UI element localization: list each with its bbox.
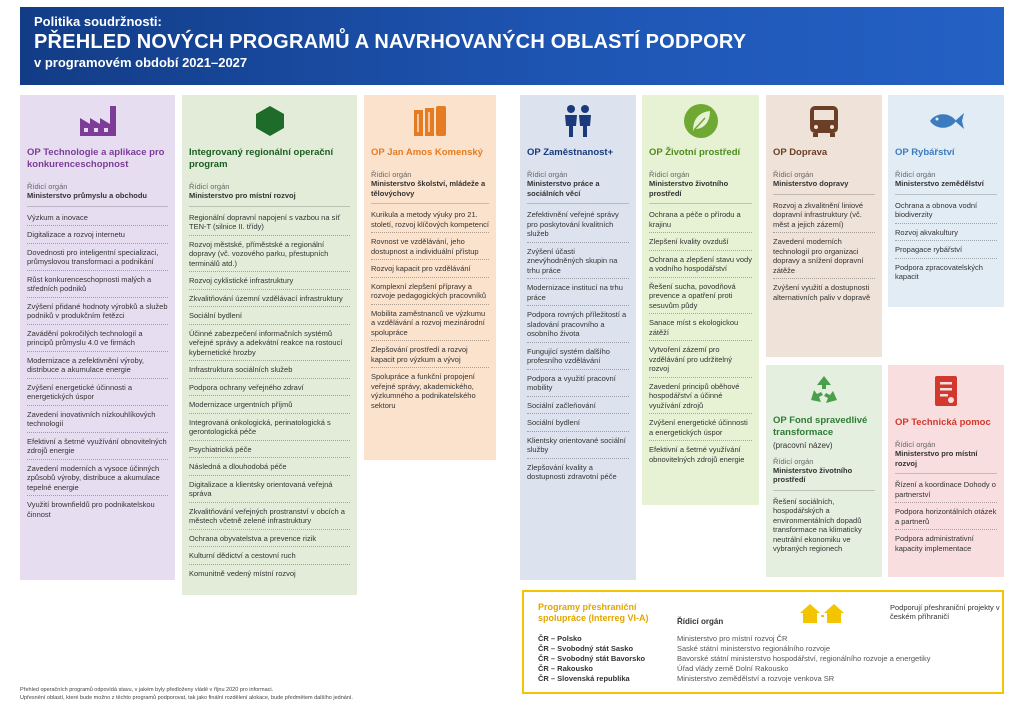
item-divider bbox=[27, 270, 168, 271]
item-divider bbox=[895, 258, 997, 259]
support-item: Podpora a využití pracovní mobility bbox=[527, 373, 616, 392]
people-icon bbox=[520, 101, 636, 141]
support-item: Ochrana obyvatelstva a prevence rizik bbox=[189, 533, 317, 543]
support-item: Zavedení principů oběhové hospodářství a účinné využívání zdrojů bbox=[649, 381, 740, 410]
item-divider bbox=[189, 546, 350, 547]
item-divider bbox=[527, 396, 629, 397]
item-divider bbox=[189, 271, 350, 272]
program-card-doprava bbox=[766, 95, 882, 357]
item-divider bbox=[649, 250, 752, 251]
support-item: Zavedení moderních technologií pro organizaci dopravy a snížení dopravní zátěže bbox=[773, 237, 864, 275]
interreg-box bbox=[522, 590, 1004, 694]
header-subtitle: Politika soudržnosti: bbox=[34, 14, 162, 29]
support-item: Ochrana a péče o přírodu a krajinu bbox=[649, 210, 741, 229]
country: ČR – Slovenská republika bbox=[538, 674, 630, 683]
support-item: Rozvoj akvakultury bbox=[895, 227, 958, 237]
ridici-label: Řídicí orgán bbox=[895, 170, 936, 179]
item-divider bbox=[527, 369, 629, 370]
program-title: Integrovaný regionální operační program bbox=[189, 147, 334, 170]
support-item: Podpora horizontálních otázek a partnerů bbox=[895, 507, 997, 526]
ridici-organ: Ministerstvo práce a sociálních věcí bbox=[527, 179, 600, 198]
support-item: Zavádění pokročilých technologií a principů průmyslu 4.0 ve firmách bbox=[27, 328, 143, 347]
support-item: Zvýšení přidané hodnoty výrobků a služeb podniků v produkčním řetězci bbox=[27, 301, 168, 320]
divider bbox=[773, 194, 875, 195]
item-divider bbox=[189, 378, 350, 379]
program-card-jak bbox=[364, 95, 496, 460]
support-item: Modernizace urgentních příjmů bbox=[189, 400, 293, 409]
support-item: Zavedení inovativních nízkouhlíkových technologií bbox=[27, 409, 156, 428]
support-list bbox=[520, 210, 636, 482]
support-item: Zvýšení účasti znevýhodněných skupin na trhu práce bbox=[527, 246, 618, 275]
support-item: Infrastruktura sociálních služeb bbox=[189, 365, 293, 374]
item-divider bbox=[189, 457, 350, 458]
program-card-irop bbox=[182, 95, 357, 595]
divider bbox=[773, 490, 875, 491]
bus-icon bbox=[766, 101, 882, 141]
books-icon bbox=[364, 101, 496, 141]
support-item: Komplexní zlepšení přípravy a rozvoje pedagogických pracovníků bbox=[371, 281, 487, 300]
item-divider bbox=[649, 377, 752, 378]
divider bbox=[895, 194, 997, 195]
support-list bbox=[182, 213, 357, 579]
footnote-line: Upřesnění oblastí, které bude možno z těchto programů podporovat, tak jako finální rozdělení alokace, bude předmětem dalšího jednání. bbox=[20, 695, 353, 701]
support-item: Následná a dlouhodobá péče bbox=[189, 462, 287, 471]
ministry: Bavorské státní ministerstvo hospodářství, regionálního rozvoje a energetiky bbox=[677, 654, 931, 663]
interreg-support-text: Podporují přeshraniční projekty v českém příhraničí bbox=[890, 603, 1000, 621]
item-divider bbox=[189, 360, 350, 361]
item-divider bbox=[895, 529, 997, 530]
ridici-label: Řídicí orgán bbox=[527, 170, 568, 179]
divider bbox=[527, 203, 629, 204]
support-item: Rozvoj a zkvalitnění liniové dopravní infrastruktury (vč. měst a jejich zázemí) bbox=[773, 200, 864, 229]
program-title: OP Jan Amos Komenský bbox=[371, 147, 483, 158]
divider bbox=[649, 203, 752, 204]
ministry: Ministerstvo pro místní rozvoj ČR bbox=[677, 634, 788, 643]
support-item: Kurikula a metody výuky pro 21. století, rozvoj klíčových kompetencí bbox=[371, 210, 489, 229]
item-divider bbox=[27, 243, 168, 244]
item-divider bbox=[371, 277, 489, 278]
item-divider bbox=[649, 232, 752, 233]
item-divider bbox=[27, 459, 168, 460]
item-divider bbox=[527, 458, 629, 459]
support-item: Spolupráce a funkční propojení veřejné správy, akademického, výzkumného a podnikatelského sektoru bbox=[371, 372, 476, 410]
country: ČR – Svobodný stát Sasko bbox=[538, 644, 634, 653]
support-list bbox=[642, 210, 759, 464]
item-divider bbox=[189, 289, 350, 290]
country: ČR – Rakousko bbox=[538, 664, 594, 673]
item-divider bbox=[649, 277, 752, 278]
item-divider bbox=[27, 225, 168, 226]
ridici-organ: Ministerstvo pro místní rozvoj bbox=[189, 191, 296, 200]
item-divider bbox=[527, 242, 629, 243]
program-card-zamestnanost bbox=[520, 95, 636, 580]
support-item: Účinné zabezpečení informačních systémů veřejné správy a adekvátní reakce na rostoucí kybernetické hrozby bbox=[189, 328, 343, 357]
interreg-organ-label: Řídicí orgán bbox=[677, 617, 724, 626]
ridici-organ: Ministerstvo školství, mládeže a tělovýchovy bbox=[371, 179, 486, 198]
footnote bbox=[20, 686, 490, 702]
support-item: Digitalizace a klientsky orientovaná veřejná správa bbox=[189, 479, 333, 498]
item-divider bbox=[189, 475, 350, 476]
country: ČR – Svobodný stát Bavorsko bbox=[538, 654, 646, 663]
support-item: Řešení sociálních, hospodářských a environmentálních dopadů transformace na klimaticky neutrální ekonomiku ve vybraných regionech bbox=[773, 496, 862, 553]
country: ČR – Polsko bbox=[538, 634, 582, 643]
support-item: Výzkum a inovace bbox=[27, 212, 88, 222]
support-item: Efektivní a šetrné využívání obnovitelných zdrojů energie bbox=[649, 445, 745, 464]
support-item: Regionální dopravní napojení s vazbou na síť TEN-T (silnice II. třídy) bbox=[189, 212, 341, 231]
interreg-row bbox=[538, 634, 930, 644]
recycle-icon bbox=[766, 371, 882, 411]
houses-icon bbox=[799, 602, 849, 624]
item-divider bbox=[527, 342, 629, 343]
document-icon bbox=[888, 371, 1004, 411]
program-card-otak bbox=[20, 95, 175, 580]
support-item: Dovednosti pro inteligentní specializaci, průmyslovou transformaci a podnikání bbox=[27, 247, 159, 266]
program-title: OP Životní prostředí bbox=[649, 147, 741, 158]
program-card-zivotni-prostredi bbox=[642, 95, 759, 505]
support-item: Rozvoj cyklistické infrastruktury bbox=[189, 276, 294, 285]
ridici-organ: Ministerstvo zemědělství bbox=[895, 179, 984, 188]
support-item: Psychiatrická péče bbox=[189, 444, 252, 454]
divider bbox=[27, 206, 168, 207]
interreg-row bbox=[538, 644, 930, 654]
item-divider bbox=[371, 367, 489, 368]
program-title: OP Technologie a aplikace pro konkurenceschopnost bbox=[27, 147, 165, 170]
support-item: Modernizace institucí na trhu práce bbox=[527, 283, 623, 302]
ridici-label: Řídicí orgán bbox=[189, 182, 230, 191]
item-divider bbox=[27, 378, 168, 379]
interreg-row bbox=[538, 654, 930, 664]
item-divider bbox=[27, 495, 168, 496]
item-divider bbox=[189, 440, 350, 441]
factory-icon bbox=[20, 101, 175, 141]
support-item: Sanace míst s ekologickou zátěží bbox=[649, 318, 739, 337]
ridici-label: Řídicí orgán bbox=[371, 170, 412, 179]
support-item: Rovnost ve vzdělávání, jeho dostupnost a individuální přístup bbox=[371, 237, 479, 256]
ministry: Úřad vlády země Dolní Rakousko bbox=[677, 664, 789, 673]
ridici-organ: Ministerstvo dopravy bbox=[773, 179, 849, 188]
program-title: OP Fond spravedlivé transformace bbox=[773, 415, 868, 438]
fish-icon bbox=[888, 101, 1004, 141]
support-list bbox=[364, 210, 496, 410]
support-item: Řízení a koordinace Dohody o partnerství bbox=[895, 480, 996, 499]
support-item: Podpora zpracovatelských kapacit bbox=[895, 262, 983, 281]
support-list bbox=[766, 497, 882, 554]
support-item: Podpora administrativní kapacity implementace bbox=[895, 534, 974, 553]
header-period: v programovém období 2021–2027 bbox=[34, 55, 248, 70]
program-card-fst bbox=[766, 365, 882, 577]
support-item: Zvýšení využití a dostupnosti alternativních paliv v dopravě bbox=[773, 283, 871, 302]
divider bbox=[895, 473, 997, 474]
item-divider bbox=[371, 304, 489, 305]
support-item: Komunitně vedený místní rozvoj bbox=[189, 568, 296, 578]
item-divider bbox=[189, 395, 350, 396]
support-item: Růst konkurenceschopnosti malých a středních podniků bbox=[27, 274, 152, 293]
item-divider bbox=[27, 432, 168, 433]
ministry: Saské státní ministerstvo regionálního rozvoje bbox=[677, 644, 830, 653]
divider bbox=[371, 203, 489, 204]
support-item: Zlepšení kvality ovzduší bbox=[649, 237, 729, 246]
support-list bbox=[888, 480, 1004, 553]
item-divider bbox=[649, 313, 752, 314]
ridici-organ: Ministerstvo pro místní rozvoj bbox=[895, 449, 978, 468]
item-divider bbox=[527, 278, 629, 279]
ridici-organ: Ministerstvo průmyslu a obchodu bbox=[27, 191, 148, 200]
support-item: Rozvoj městské, příměstské a regionální dopravy (vč. vozového parku, přestupních terminálů atd.) bbox=[189, 239, 329, 268]
ridici-label: Řídicí orgán bbox=[773, 456, 814, 466]
support-item: Podpora rovných příležitostí a sladování pracovního a osobního života bbox=[527, 310, 627, 338]
item-divider bbox=[649, 340, 752, 341]
item-divider bbox=[773, 232, 875, 233]
support-item: Podpora ochrany veřejného zdraví bbox=[189, 382, 304, 392]
hexagon-icon bbox=[182, 101, 357, 141]
program-title: OP Technická pomoc bbox=[895, 417, 991, 428]
support-item: Integrovaná onkologická, perinatologická s gerontologická péče bbox=[189, 417, 331, 436]
support-item: Fungující systém dalšího profesního vzdělávání bbox=[527, 346, 610, 365]
support-item: Využití brownfieldů pro podnikatelskou činnost bbox=[27, 500, 155, 519]
footnote-line: Přehled operačních programů odpovídá stavu, v jakém byly předloženy vládě v říjnu 2020 pro informaci. bbox=[20, 687, 274, 693]
support-item: Kulturní dědictví a cestovní ruch bbox=[189, 551, 296, 560]
ministry: Ministerstvo zemědělství a rozvoje venkova SR bbox=[677, 674, 835, 683]
divider bbox=[189, 206, 350, 207]
program-title: OP Doprava bbox=[773, 147, 828, 158]
program-title: OP Zaměstnanost+ bbox=[527, 147, 614, 158]
support-item: Zkvalitňování veřejných prostranství v obcích a městech včetně zelené infrastruktury bbox=[189, 506, 345, 525]
program-title: OP Rybářství bbox=[895, 147, 955, 158]
interreg-row bbox=[538, 664, 930, 674]
item-divider bbox=[371, 259, 489, 260]
item-divider bbox=[27, 405, 168, 406]
item-divider bbox=[527, 431, 629, 432]
item-divider bbox=[895, 223, 997, 224]
item-divider bbox=[189, 324, 350, 325]
item-divider bbox=[527, 305, 629, 306]
item-divider bbox=[189, 306, 350, 307]
support-item: Sociální bydlení bbox=[189, 311, 242, 320]
interreg-row bbox=[538, 674, 930, 684]
support-item: Modernizace a zefektivnění výroby, distribuce a akumulace energie bbox=[27, 355, 145, 374]
ridici-label: Řídicí orgán bbox=[773, 170, 814, 179]
support-item: Zkvalitňování územní vzdělávací infrastruktury bbox=[189, 293, 343, 303]
support-item: Propagace rybářství bbox=[895, 245, 963, 254]
item-divider bbox=[189, 529, 350, 530]
ridici-organ: Ministerstvo životního prostředí bbox=[773, 465, 853, 484]
item-divider bbox=[773, 278, 875, 279]
page-title: PŘEHLED NOVÝCH PROGRAMŮ A NAVRHOVANÝCH OBLASTÍ PODPORY bbox=[34, 31, 747, 53]
support-item: Zvýšení energetické účinnosti a energetických úspor bbox=[27, 382, 133, 401]
support-item: Vytvoření zázemí pro vzdělávání pro udržitelný rozvoj bbox=[649, 345, 732, 373]
item-divider bbox=[527, 413, 629, 414]
support-item: Zefektivnění veřejné správy pro poskytování kvalitních služeb bbox=[527, 210, 619, 238]
item-divider bbox=[189, 413, 350, 414]
item-divider bbox=[189, 235, 350, 236]
page-header bbox=[20, 7, 1004, 85]
program-card-technicka-pomoc bbox=[888, 365, 1004, 577]
support-item: Mobilita zaměstnanců ve výzkumu a vzdělávání a rozvoj mezinárodní spolupráce bbox=[371, 308, 486, 337]
ridici-label: Řídicí orgán bbox=[649, 170, 690, 179]
item-divider bbox=[27, 324, 168, 325]
item-divider bbox=[189, 502, 350, 503]
support-list bbox=[888, 201, 1004, 282]
support-item: Ochrana a zlepšení stavu vody a vodního hospodářství bbox=[649, 254, 752, 273]
item-divider bbox=[895, 502, 997, 503]
interreg-rows bbox=[538, 634, 930, 684]
support-list bbox=[20, 213, 175, 520]
item-divider bbox=[371, 340, 489, 341]
support-list bbox=[766, 201, 882, 303]
item-divider bbox=[649, 440, 752, 441]
item-divider bbox=[27, 351, 168, 352]
item-divider bbox=[895, 240, 997, 241]
interreg-title: Programy přeshraniční spolupráce (Interreg VI-A) bbox=[538, 602, 649, 623]
support-item: Klientsky orientované sociální služby bbox=[527, 435, 626, 454]
support-item: Zvýšení energetické účinnosti a energetických úspor bbox=[649, 418, 748, 437]
support-item: Řešení sucha, povodňová prevence a opatření proti sesuvům půdy bbox=[649, 281, 736, 310]
ridici-label: Řídicí orgán bbox=[27, 182, 68, 191]
support-item: Efektivní a šetrné využívání obnovitelných zdrojů energie bbox=[27, 436, 167, 455]
support-item: Rozvoj kapacit pro vzdělávání bbox=[371, 264, 471, 273]
item-divider bbox=[189, 564, 350, 565]
ridici-organ: Ministerstvo životního prostředí bbox=[649, 179, 729, 198]
support-item: Digitalizace a rozvoj internetu bbox=[27, 230, 125, 239]
support-item: Zlepšování kvality a dostupnosti zdravotní péče bbox=[527, 462, 617, 481]
support-item: Ochrana a obnova vodní biodiverzity bbox=[895, 200, 978, 219]
program-subtitle: (pracovní název) bbox=[773, 441, 833, 450]
item-divider bbox=[649, 413, 752, 414]
support-item: Zlepšování prostředí a rozvoj kapacit pro výzkum a vývoj bbox=[371, 345, 468, 364]
support-item: Sociální začleňování bbox=[527, 400, 596, 410]
leaf-icon bbox=[642, 101, 759, 141]
support-item: Sociální bydlení bbox=[527, 418, 580, 427]
program-card-rybarstvi bbox=[888, 95, 1004, 307]
item-divider bbox=[371, 232, 489, 233]
support-item: Zavedení moderních a vysoce účinných způsobů výroby, distribuce a akumulace tepelné energie bbox=[27, 463, 160, 492]
item-divider bbox=[27, 297, 168, 298]
ridici-label: Řídicí orgán bbox=[895, 440, 936, 449]
